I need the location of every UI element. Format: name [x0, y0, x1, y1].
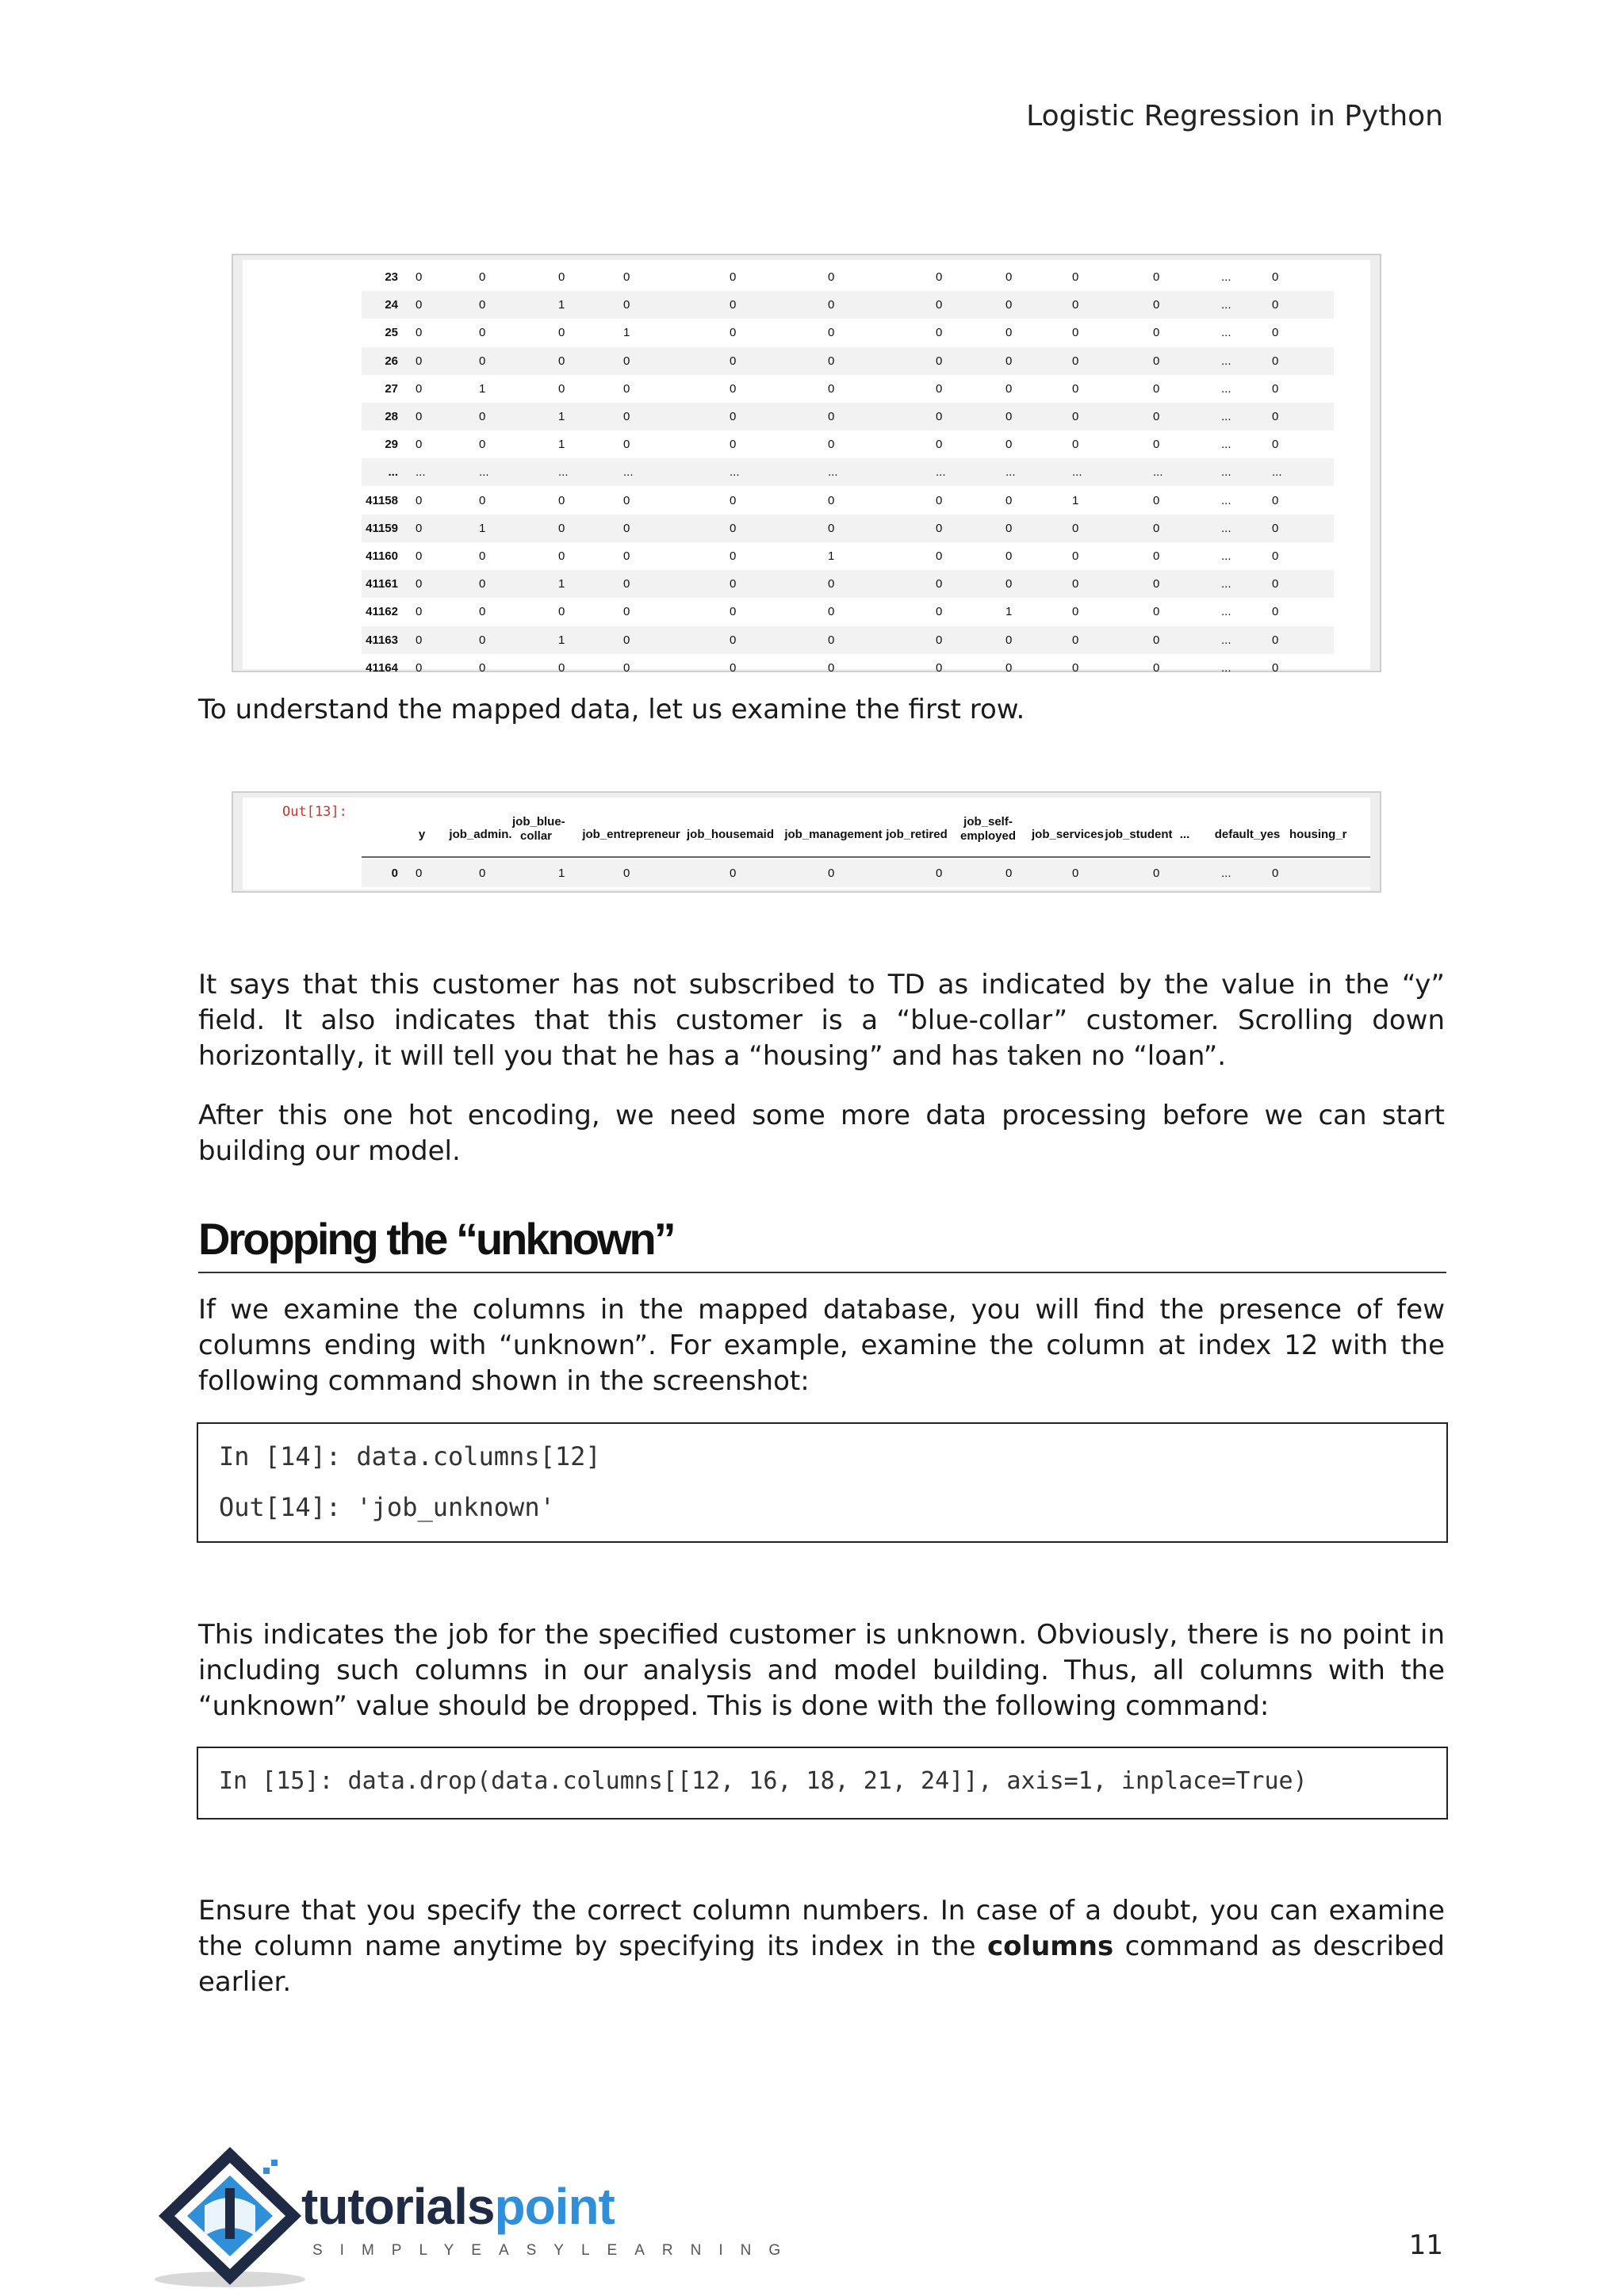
- column-header: job_services: [1032, 828, 1104, 841]
- table-cell: ...: [1221, 521, 1231, 535]
- row-index: 41162: [366, 605, 398, 619]
- table-cell: 0: [936, 326, 943, 340]
- table-cell: 0: [730, 410, 737, 423]
- table-cell: 0: [730, 493, 737, 507]
- table-cell: 0: [936, 867, 943, 880]
- table-cell: ...: [1221, 660, 1231, 675]
- table-cell: ...: [1153, 465, 1163, 480]
- table-cell: 0: [1072, 410, 1079, 423]
- table-cell: 0: [1272, 326, 1279, 340]
- table-cell: 1: [558, 438, 565, 452]
- paragraph-intro: To understand the mapped data, let us examine the first row.: [198, 694, 1025, 725]
- row-index: 28: [385, 410, 398, 423]
- table-cell: 0: [1072, 605, 1079, 619]
- table-cell: 0: [730, 867, 737, 880]
- row-index: 41163: [366, 633, 398, 647]
- table-cell: 0: [828, 577, 835, 591]
- table-row: [362, 291, 1334, 319]
- table-cell: 0: [479, 493, 486, 507]
- table-cell: 0: [558, 549, 565, 563]
- table-cell: 0: [1072, 549, 1079, 563]
- table-cell: 0: [1153, 660, 1160, 675]
- column-header: job_housemaid: [687, 828, 775, 841]
- row-index: 41160: [366, 549, 398, 563]
- table-cell: 0: [730, 521, 737, 535]
- code-block-drop: [197, 1747, 1448, 1820]
- table-cell: 0: [828, 493, 835, 507]
- row-index: 24: [385, 298, 398, 312]
- table-cell: 1: [1005, 605, 1013, 619]
- table-cell: 0: [1272, 867, 1279, 880]
- table-cell: 0: [416, 605, 423, 619]
- out-label: Out[13]:: [282, 804, 347, 820]
- table-cell: 0: [416, 867, 423, 880]
- table-cell: 1: [558, 633, 565, 647]
- row-index: 29: [385, 438, 398, 452]
- table-cell: 0: [828, 438, 835, 452]
- table-cell: 0: [416, 298, 423, 312]
- table-row: [362, 430, 1334, 458]
- paragraph-next-step: After this one hot encoding, we need some more data processing before we can start building our model.: [198, 1100, 1445, 1167]
- table-cell: 0: [479, 438, 486, 452]
- row-index: ...: [388, 465, 398, 480]
- table-cell: 0: [936, 633, 943, 647]
- ensure-text-bold: columns: [986, 1931, 1114, 1962]
- table-row: [362, 598, 1334, 626]
- table-cell: 0: [479, 577, 486, 591]
- column-header: job_admin.: [449, 828, 512, 841]
- table-cell: ...: [1221, 465, 1231, 480]
- table-cell: 0: [479, 298, 486, 312]
- section-heading: Dropping the “unknown”: [198, 1213, 1446, 1273]
- table-row: [362, 626, 1334, 654]
- table-cell: ...: [1221, 298, 1231, 312]
- table-cell: 0: [1153, 521, 1160, 535]
- table-cell: 0: [623, 298, 630, 312]
- table-cell: 0: [1072, 867, 1079, 880]
- first-row-screenshot: [232, 791, 1381, 893]
- table-cell: 0: [828, 381, 835, 396]
- table-cell: 0: [1072, 521, 1079, 535]
- table-cell: 0: [1272, 633, 1279, 647]
- table-row: [362, 515, 1334, 542]
- table-cell: 0: [1153, 270, 1160, 284]
- table-cell: 0: [416, 270, 423, 284]
- table-cell: 1: [558, 867, 565, 880]
- row-index: 23: [385, 270, 398, 284]
- table-cell: 0: [1072, 660, 1079, 675]
- table-cell: 0: [1153, 493, 1160, 507]
- table-cell: 0: [730, 438, 737, 452]
- table-cell: ...: [1221, 438, 1231, 452]
- code-line-drop: In [15]: data.drop(data.columns[[12, 16, 18, 21, 24]], axis=1, inplace=True): [219, 1767, 1308, 1795]
- logo-wordmark-dark: tutorials: [301, 2178, 495, 2235]
- table-cell: ...: [936, 465, 946, 480]
- table-cell: 0: [1005, 867, 1013, 880]
- row-index: 41164: [366, 660, 398, 675]
- table-cell: 1: [623, 326, 630, 340]
- table-cell: 0: [1153, 438, 1160, 452]
- table-cell: 1: [558, 298, 565, 312]
- table-cell: 0: [730, 577, 737, 591]
- table-cell: 0: [558, 326, 565, 340]
- table-cell: ...: [828, 465, 838, 480]
- paragraph-ensure: [198, 1893, 1445, 2000]
- table-cell: 0: [416, 549, 423, 563]
- table-cell: 1: [558, 577, 565, 591]
- table-cell: 0: [1272, 605, 1279, 619]
- table-cell: ...: [623, 465, 634, 480]
- table-cell: 0: [730, 660, 737, 675]
- table-cell: 0: [1005, 326, 1013, 340]
- table-cell: 0: [416, 577, 423, 591]
- table-cell: 0: [730, 298, 737, 312]
- table-cell: 0: [1153, 410, 1160, 423]
- table-cell: 0: [730, 326, 737, 340]
- row-index: 27: [385, 381, 398, 396]
- table-cell: 0: [416, 493, 423, 507]
- paragraph-columns: If we examine the columns in the mapped database, you will find the presence of few columns ending with “unknown”. For example, examine the column at index 12 with the following command shown in the screenshot:: [198, 1294, 1445, 1397]
- table-cell: 0: [1005, 521, 1013, 535]
- code-block-columns: [197, 1422, 1448, 1543]
- table-cell: 0: [1005, 549, 1013, 563]
- table-cell: 0: [1005, 298, 1013, 312]
- row-index: 26: [385, 354, 398, 368]
- table-cell: 0: [416, 660, 423, 675]
- table-cell: 0: [1005, 493, 1013, 507]
- table-cell: 1: [479, 521, 486, 535]
- table-cell: 0: [558, 270, 565, 284]
- table-cell: ...: [1221, 270, 1231, 284]
- table-cell: 0: [1072, 381, 1079, 396]
- dataframe-table: [243, 260, 1370, 675]
- table-cell: 0: [936, 270, 943, 284]
- table-cell: 0: [1272, 270, 1279, 284]
- table-cell: 0: [623, 521, 630, 535]
- table-cell: 0: [623, 410, 630, 423]
- table-cell: 0: [479, 410, 486, 423]
- table-cell: 0: [623, 354, 630, 368]
- table-cell: 0: [936, 438, 943, 452]
- table-cell: 0: [1005, 410, 1013, 423]
- table-row: [362, 570, 1334, 598]
- table-cell: 0: [623, 270, 630, 284]
- table-cell: 0: [828, 633, 835, 647]
- table-cell: 0: [416, 521, 423, 535]
- table-cell: ...: [730, 465, 740, 480]
- dataframe-screenshot: [232, 254, 1381, 675]
- table-cell: 1: [828, 549, 835, 563]
- tutorialspoint-logo: [143, 2141, 799, 2291]
- column-header: job_management: [784, 828, 883, 841]
- table-row: [362, 347, 1334, 375]
- table-cell: 0: [730, 270, 737, 284]
- table-row: [362, 859, 1370, 887]
- table-cell: 0: [416, 633, 423, 647]
- table-cell: 0: [936, 381, 943, 396]
- table-cell: 0: [1072, 298, 1079, 312]
- row-index: 0: [391, 867, 398, 880]
- table-row: [362, 375, 1334, 403]
- header-divider: [362, 856, 1370, 858]
- table-cell: 0: [1153, 633, 1160, 647]
- table-cell: 1: [1072, 493, 1079, 507]
- column-header: job_retired: [886, 828, 948, 841]
- table-cell: 0: [479, 633, 486, 647]
- table-cell: 0: [623, 577, 630, 591]
- table-row: [362, 403, 1334, 430]
- column-header: job_entrepreneur: [582, 828, 680, 841]
- table-cell: 0: [1072, 270, 1079, 284]
- table-cell: 0: [1153, 577, 1160, 591]
- table-cell: ...: [1072, 465, 1082, 480]
- table-cell: 0: [1005, 577, 1013, 591]
- table-cell: 0: [828, 326, 835, 340]
- table-row: [362, 654, 1334, 682]
- table-cell: 0: [1005, 354, 1013, 368]
- table-cell: 0: [416, 381, 423, 396]
- table-cell: ...: [479, 465, 489, 480]
- table-cell: 0: [1272, 521, 1279, 535]
- ensure-text-after: command as described earlier.: [198, 1931, 1445, 1998]
- table-cell: 0: [936, 577, 943, 591]
- table-cell: 0: [1005, 438, 1013, 452]
- row-index: 41159: [366, 521, 398, 535]
- table-cell: 0: [623, 438, 630, 452]
- table-cell: 0: [1272, 660, 1279, 675]
- table-cell: 0: [1153, 381, 1160, 396]
- table-cell: ...: [1221, 381, 1231, 396]
- paragraph-explanation: It says that this customer has not subscribed to TD as indicated by the value in the “y” field. It also indicates that this customer is a “blue-collar” customer. Scrolling down horizontally, it will tell you that he has a “housing” and has taken no “loan”.: [198, 969, 1445, 1072]
- table-cell: 0: [1153, 326, 1160, 340]
- table-cell: 0: [558, 521, 565, 535]
- table-cell: 1: [479, 381, 486, 396]
- table-cell: 0: [416, 438, 423, 452]
- column-header: job_self- employed: [959, 815, 1017, 843]
- table-row: [362, 458, 1334, 486]
- table-cell: 0: [828, 410, 835, 423]
- table-cell: 0: [828, 521, 835, 535]
- row-index: 25: [385, 326, 398, 340]
- table-cell: ...: [1221, 633, 1231, 647]
- table-cell: 0: [936, 549, 943, 563]
- table-cell: ...: [1221, 549, 1231, 563]
- table-cell: ...: [1221, 605, 1231, 619]
- table-cell: 0: [1272, 381, 1279, 396]
- table-cell: ...: [558, 465, 569, 480]
- paragraph-unknown: This indicates the job for the specified customer is unknown. Obviously, there is no point in including such columns in our analysis and model building. Thus, all columns with the “unknown” value should be dropped. This is done with the following command:: [198, 1619, 1445, 1722]
- table-cell: 0: [623, 660, 630, 675]
- table-cell: 0: [479, 326, 486, 340]
- table-cell: 0: [1072, 438, 1079, 452]
- table-row: [362, 542, 1334, 570]
- column-header: housing_r: [1289, 828, 1347, 841]
- table-cell: 0: [828, 354, 835, 368]
- table-cell: 0: [416, 354, 423, 368]
- row-index: 41161: [366, 577, 398, 591]
- table-cell: 0: [1272, 410, 1279, 423]
- table-cell: 0: [479, 270, 486, 284]
- table-row: [362, 263, 1334, 291]
- first-row-table: [243, 798, 1370, 890]
- table-cell: 0: [1072, 577, 1079, 591]
- ensure-text-before: Ensure that you specify the correct column numbers. In case of a doubt, you can examine the column name anytime by specifying its index in the: [198, 1895, 1445, 1962]
- table-cell: 0: [558, 605, 565, 619]
- table-cell: 0: [558, 381, 565, 396]
- table-cell: 0: [828, 270, 835, 284]
- table-cell: 0: [730, 633, 737, 647]
- table-cell: 0: [1153, 549, 1160, 563]
- table-cell: 0: [1005, 633, 1013, 647]
- table-cell: 0: [479, 354, 486, 368]
- table-cell: ...: [1221, 354, 1231, 368]
- table-cell: ...: [1221, 577, 1231, 591]
- table-cell: 0: [623, 381, 630, 396]
- table-cell: 0: [558, 493, 565, 507]
- table-cell: 0: [623, 867, 630, 880]
- table-cell: 0: [936, 298, 943, 312]
- table-cell: 0: [1072, 326, 1079, 340]
- table-cell: 0: [1272, 354, 1279, 368]
- table-cell: 0: [416, 326, 423, 340]
- table-cell: 0: [558, 660, 565, 675]
- logo-tagline: SIMPLYEASYLEARNING: [312, 2242, 799, 2259]
- column-header: job_student: [1105, 828, 1173, 841]
- table-cell: 0: [936, 605, 943, 619]
- table-cell: ...: [1221, 493, 1231, 507]
- table-cell: 0: [1005, 660, 1013, 675]
- column-header: y: [418, 828, 426, 841]
- running-header: Logistic Regression in Python: [1026, 100, 1443, 132]
- table-cell: ...: [1005, 465, 1016, 480]
- table-cell: ...: [1221, 867, 1231, 880]
- table-cell: 0: [828, 298, 835, 312]
- table-cell: ...: [416, 465, 426, 480]
- table-cell: 0: [828, 605, 835, 619]
- table-cell: 0: [1005, 270, 1013, 284]
- column-header: ...: [1179, 828, 1190, 841]
- table-cell: 0: [730, 549, 737, 563]
- table-cell: 0: [623, 493, 630, 507]
- table-cell: 0: [1153, 354, 1160, 368]
- table-cell: 0: [558, 354, 565, 368]
- table-cell: 0: [1272, 549, 1279, 563]
- table-cell: 0: [479, 549, 486, 563]
- table-cell: 0: [936, 354, 943, 368]
- table-cell: 0: [936, 410, 943, 423]
- table-cell: 0: [828, 660, 835, 675]
- column-header: default_yes: [1214, 828, 1281, 841]
- table-cell: 0: [1272, 577, 1279, 591]
- table-cell: 1: [558, 410, 565, 423]
- page-number: 11: [1408, 2229, 1443, 2261]
- table-cell: 0: [730, 381, 737, 396]
- table-cell: ...: [1221, 410, 1231, 423]
- table-cell: 0: [479, 660, 486, 675]
- table-cell: 0: [1272, 438, 1279, 452]
- table-cell: 0: [1153, 298, 1160, 312]
- code-line-output: Out[14]: 'job_unknown': [219, 1492, 555, 1522]
- table-cell: 0: [623, 633, 630, 647]
- table-cell: 0: [623, 605, 630, 619]
- table-cell: 0: [479, 605, 486, 619]
- table-cell: 0: [828, 867, 835, 880]
- table-cell: 0: [1072, 633, 1079, 647]
- table-cell: 0: [936, 521, 943, 535]
- table-cell: ...: [1221, 326, 1231, 340]
- table-cell: 0: [1272, 298, 1279, 312]
- column-header: job_blue- collar: [512, 815, 565, 843]
- table-cell: 0: [1272, 493, 1279, 507]
- table-cell: 0: [730, 354, 737, 368]
- table-cell: 0: [1153, 605, 1160, 619]
- table-cell: ...: [1272, 465, 1282, 480]
- table-cell: 0: [416, 410, 423, 423]
- table-row: [362, 319, 1334, 346]
- table-cell: 0: [623, 549, 630, 563]
- table-cell: 0: [1153, 867, 1160, 880]
- table-cell: 0: [936, 660, 943, 675]
- logo-wordmark-blue: point: [494, 2178, 615, 2235]
- logo-wordmark: [301, 2177, 615, 2236]
- table-cell: 0: [730, 605, 737, 619]
- row-index: 41158: [366, 493, 398, 507]
- table-cell: 0: [1005, 381, 1013, 396]
- table-cell: 0: [936, 493, 943, 507]
- table-row: [362, 487, 1334, 515]
- code-line-input: In [14]: data.columns[12]: [219, 1441, 601, 1471]
- table-cell: 0: [479, 867, 486, 880]
- table-cell: 0: [1072, 354, 1079, 368]
